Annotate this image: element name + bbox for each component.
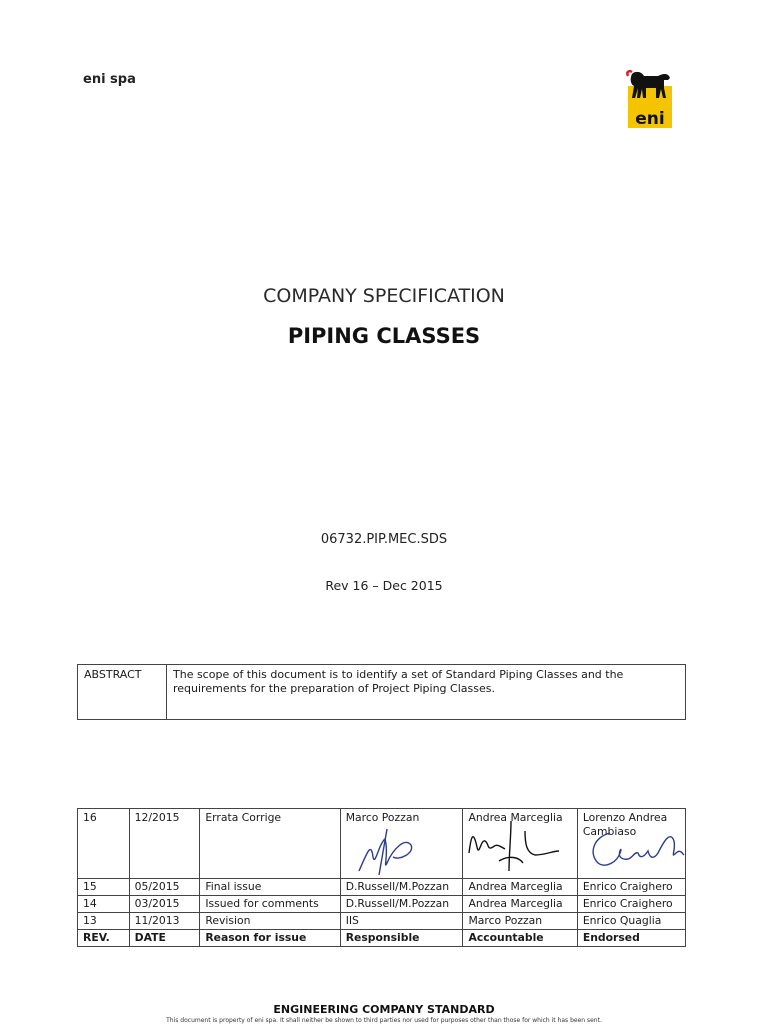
document-revision: Rev 16 – Dec 2015 xyxy=(325,578,443,593)
rev-cell: 15 xyxy=(78,879,130,896)
endorsed-name: Lorenzo Andrea Cambiaso xyxy=(582,811,668,838)
header-accountable: Accountable xyxy=(463,930,577,947)
logo-wordmark: eni xyxy=(635,109,665,129)
date-cell: 12/2015 xyxy=(129,809,200,879)
document-title: PIPING CLASSES xyxy=(287,324,481,348)
accountable-cell xyxy=(463,809,577,879)
header-reason: Reason for issue xyxy=(200,930,340,947)
table-row xyxy=(78,913,686,930)
footer-note: This document is property of eni spa. It shall neither be shown to third parties nor used for purposes other than those for which it has been sent. xyxy=(166,1017,602,1024)
footer-title: ENGINEERING COMPANY STANDARD xyxy=(273,1003,495,1016)
endorsed-cell xyxy=(577,809,685,879)
eni-logo xyxy=(624,68,676,130)
endorsed-cell: Enrico Craighero xyxy=(577,879,685,896)
reason-cell: Issued for comments xyxy=(200,896,340,913)
date-cell: 05/2015 xyxy=(129,879,200,896)
responsible-cell: D.Russell/M.Pozzan xyxy=(340,879,463,896)
reason-cell: Errata Corrige xyxy=(200,809,340,879)
table-row xyxy=(78,896,686,913)
accountable-name: Andrea Marceglia xyxy=(468,811,563,824)
responsible-name: Marco Pozzan xyxy=(345,811,420,824)
endorsed-cell: Enrico Quaglia xyxy=(577,913,685,930)
signature-responsible xyxy=(349,823,429,879)
rev-cell: 16 xyxy=(78,809,130,879)
accountable-cell: Marco Pozzan xyxy=(463,913,577,930)
rev-cell: 14 xyxy=(78,896,130,913)
reason-cell: Revision xyxy=(200,913,340,930)
responsible-cell: IIS xyxy=(340,913,463,930)
signature-endorsed xyxy=(584,823,688,875)
date-cell: 11/2013 xyxy=(129,913,200,930)
table-row xyxy=(78,879,686,896)
abstract-text: The scope of this document is to identify a set of Standard Piping Classes and the requirements for the preparation of Project Piping Classes. xyxy=(167,665,686,720)
header-endorsed: Endorsed xyxy=(577,930,685,947)
accountable-cell: Andrea Marceglia xyxy=(463,896,577,913)
header-rev: REV. xyxy=(78,930,130,947)
endorsed-cell: Enrico Craighero xyxy=(577,896,685,913)
revision-table xyxy=(77,808,686,947)
header-responsible: Responsible xyxy=(340,930,463,947)
date-cell: 03/2015 xyxy=(129,896,200,913)
responsible-cell: D.Russell/M.Pozzan xyxy=(340,896,463,913)
reason-cell: Final issue xyxy=(200,879,340,896)
document-subtitle: COMPANY SPECIFICATION xyxy=(263,285,505,307)
abstract-label: ABSTRACT xyxy=(78,665,167,720)
rev-cell: 13 xyxy=(78,913,130,930)
responsible-cell xyxy=(340,809,463,879)
accountable-cell: Andrea Marceglia xyxy=(463,879,577,896)
signature-accountable xyxy=(465,817,565,875)
header-date: DATE xyxy=(129,930,200,947)
abstract-table xyxy=(77,664,686,720)
table-header-row xyxy=(78,930,686,947)
document-number: 06732.PIP.MEC.SDS xyxy=(320,532,448,547)
company-name: eni spa xyxy=(83,72,136,87)
table-row xyxy=(78,809,686,879)
